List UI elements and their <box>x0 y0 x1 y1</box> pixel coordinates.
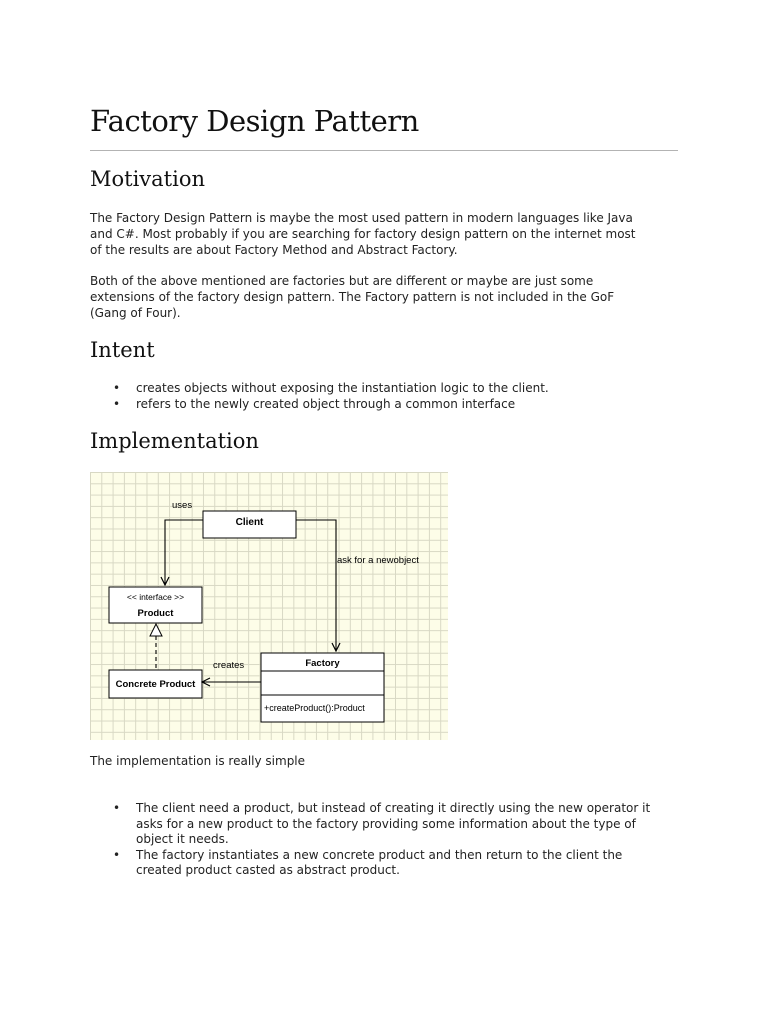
list-item <box>90 397 690 413</box>
list-item-line: created product casted as abstract product. <box>136 863 400 877</box>
paragraph-line: of the results are about Factory Method and Abstract Factory. <box>90 243 458 257</box>
list-item-text: refers to the newly created object through a common interface <box>136 396 516 411</box>
list-item-line: The client need a product, but instead of creating it directly using the new operator it <box>136 801 651 815</box>
realization-arrowhead <box>150 624 162 636</box>
factory-label: Factory <box>305 658 340 669</box>
list-item-line: asks for a new product to the factory providing some information about the type of <box>136 816 636 831</box>
uses-label: uses <box>172 500 193 511</box>
intent-list <box>90 381 690 412</box>
uses-connector <box>165 520 203 585</box>
bullet-glyph: • <box>113 396 121 411</box>
interface-stereotype: << interface >> <box>126 592 185 602</box>
motivation-paragraph-2 <box>90 273 678 321</box>
ask-label: ask for a newobject <box>337 555 419 566</box>
list-item-line: The factory instantiates a new concrete product and then return to the client the <box>136 847 623 862</box>
bullet-glyph: • <box>113 801 121 815</box>
implementation-list <box>90 801 690 879</box>
title-divider <box>90 150 678 151</box>
list-item <box>90 848 690 879</box>
motivation-paragraph-1 <box>90 210 678 258</box>
paragraph-line: Both of the above mentioned are factories but are different or maybe are just some <box>90 274 594 288</box>
paragraph-line: extensions of the factory design pattern. The Factory pattern is not included in the GoF <box>90 290 615 304</box>
list-item <box>90 801 690 848</box>
concrete-product-label: Concrete Product <box>115 679 196 690</box>
implementation-caption: The implementation is really simple <box>90 754 306 768</box>
uml-class-diagram <box>90 472 448 740</box>
client-label: Client <box>235 517 264 528</box>
list-item <box>90 381 690 397</box>
factory-method: +createProduct():Product <box>264 703 365 713</box>
implementation-heading: Implementation <box>90 429 259 453</box>
page-title: Factory Design Pattern <box>90 104 419 138</box>
product-label: Product <box>137 608 174 619</box>
creates-label: creates <box>213 660 245 671</box>
list-item-text: creates objects without exposing the instantiation logic to the client. <box>136 381 549 395</box>
motivation-heading: Motivation <box>90 167 206 191</box>
paragraph-line: (Gang of Four). <box>90 306 181 320</box>
list-item-line: object it needs. <box>136 832 229 846</box>
bullet-glyph: • <box>113 381 121 395</box>
paragraph-line: and C#. Most probably if you are searching for factory design pattern on the internet most <box>90 227 636 241</box>
paragraph-line: The Factory Design Pattern is maybe the most used pattern in modern languages like Java <box>90 211 633 225</box>
intent-heading: Intent <box>90 338 155 362</box>
ask-connector <box>296 520 336 651</box>
bullet-glyph: • <box>113 847 121 862</box>
